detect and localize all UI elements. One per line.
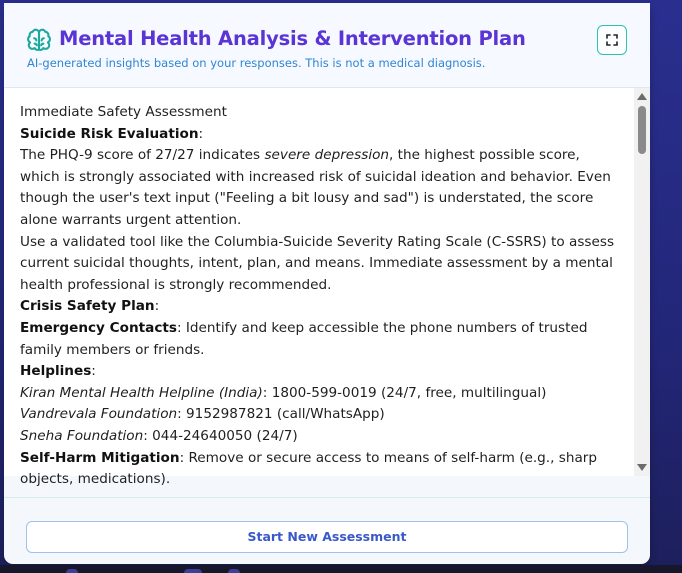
- page-title: Mental Health Analysis & Intervention Plan: [59, 27, 526, 50]
- assessment-recommendation: Use a validated tool like the Columbia-Suicide Severity Rating Scale (C-SSRS) to assess current suicidal thoughts, intent, plan, and means. Immediate assessment by a mental health professional is strongly recommended.: [20, 233, 615, 293]
- taskbar-indicator: [66, 569, 78, 573]
- helpline-name: Sneha Foundation: [20, 427, 144, 444]
- taskbar-indicator: [228, 569, 240, 573]
- helplines-heading: Helplines:: [20, 363, 96, 380]
- os-taskbar: [0, 565, 682, 573]
- helpline-detail: 9152987821 (call/WhatsApp): [186, 406, 385, 423]
- helpline-detail: 044-24640050 (24/7): [152, 427, 298, 444]
- helpline-name: Kiran Mental Health Helpline (India): [20, 384, 263, 401]
- helpline-item: Kiran Mental Health Helpline (India): 1800-599-0019 (24/7, free, multilingual): [20, 384, 547, 401]
- helplines-label: Helplines: [20, 363, 92, 380]
- footer-divider: [4, 497, 650, 498]
- emergency-contacts-text: Identify and keep accessible the phone numbers of trusted family members or friends.: [20, 319, 588, 358]
- brain-icon: [26, 28, 52, 54]
- emergency-contacts-label: Emergency Contacts: [20, 319, 177, 336]
- helpline-item: Sneha Foundation: 044-24640050 (24/7): [20, 427, 298, 444]
- suicide-risk-text-b: , the highest possible score, which is strongly associated with increased risk of suicidal ideation and behavior. Even though the user's text input ("Feeling a bit lousy and sad") is understated, the score alone warrants urgent attention.: [20, 147, 611, 228]
- helpline-name: Vandrevala Foundation: [20, 406, 178, 423]
- suicide-risk-paragraph: [20, 145, 618, 231]
- suicide-risk-label: Suicide Risk Evaluation: [20, 125, 199, 142]
- helpline-item: Vandrevala Foundation: 9152987821 (call/WhatsApp): [20, 406, 385, 423]
- start-new-assessment-button[interactable]: Start New Assessment: [26, 521, 628, 553]
- self-harm-item: Self-Harm Mitigation: Remove or secure access to means of self-harm (e.g., sharp objects, medications).: [20, 449, 598, 488]
- suicide-risk-text-a: The PHQ-9 score of 27/27 indicates: [20, 147, 265, 164]
- content-scrollbar[interactable]: [634, 88, 650, 476]
- taskbar-indicator: [184, 569, 202, 573]
- scroll-up-arrow-icon[interactable]: [637, 93, 647, 100]
- severity-emphasis: severe depression: [264, 147, 390, 164]
- page-subtitle: AI-generated insights based on your responses. This is not a medical diagnosis.: [27, 56, 486, 70]
- analysis-card: [4, 3, 650, 564]
- helpline-detail: 1800-599-0019 (24/7, free, multilingual): [271, 384, 547, 401]
- card-header: [4, 3, 650, 88]
- report-content[interactable]: [4, 88, 634, 488]
- section-title: Immediate Safety Assessment: [20, 104, 227, 120]
- scroll-down-arrow-icon[interactable]: [637, 464, 647, 471]
- scrollbar-thumb[interactable]: [638, 106, 646, 154]
- self-harm-label: Self-Harm Mitigation: [20, 449, 180, 466]
- crisis-plan-label: Crisis Safety Plan: [20, 298, 155, 315]
- crisis-plan-heading: Crisis Safety Plan:: [20, 298, 160, 315]
- expand-icon: [606, 34, 618, 46]
- emergency-contacts-item: Emergency Contacts: Identify and keep accessible the phone numbers of trusted family members or friends.: [20, 319, 588, 358]
- suicide-risk-heading: Suicide Risk Evaluation:: [20, 125, 204, 142]
- expand-button[interactable]: [597, 25, 627, 55]
- self-harm-text: Remove or secure access to means of self-harm (e.g., sharp objects, medications).: [20, 449, 598, 488]
